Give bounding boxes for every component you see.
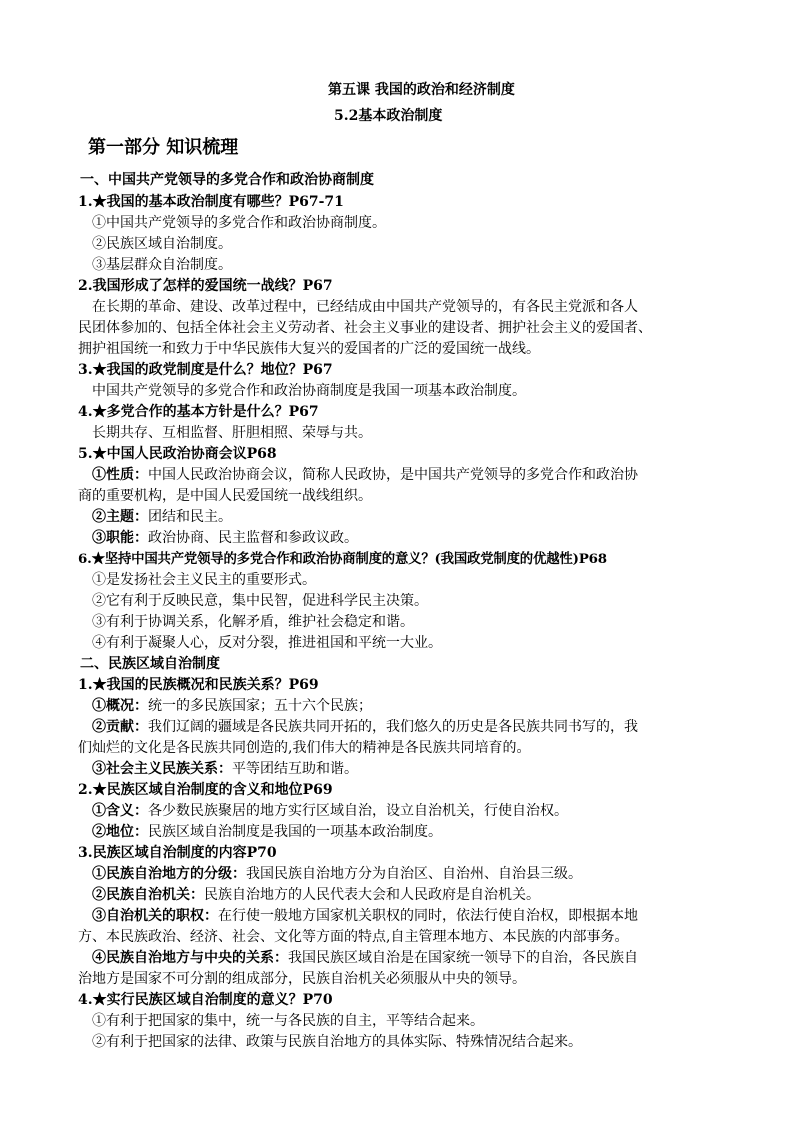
lesson-subtitle: 5.2基本政治制度 [334,108,443,124]
paragraph-line: 拥护祖国统一和致力于中华民族伟大复兴的爱国者的广泛的爱国统一战线。 [78,341,540,357]
answer-line [92,465,638,485]
label: ③职能： [92,530,148,546]
answer-text: 中国共产党领导的多党合作和政治协商制度是我国一项基本政治制度。 [92,383,526,399]
question-title: 4.★多党合作的基本方针是什么？P67 [78,404,319,420]
list-item: ④有利于凝聚人心，反对分裂，推进祖国和平统一大业。 [92,635,442,651]
answer-line: 方、本民族政治、经济、社会、文化等方面的特点,自主管理本地方、本民族的内部事务。 [78,929,629,945]
label: ①概况： [92,698,148,714]
label: ③社会主义民族关系： [92,761,232,777]
answer-line [92,696,372,716]
text: 统一的多民族国家；五十六个民族； [148,698,372,714]
paragraph-line: 在长期的革命、建设、改革过程中，已经结成由中国共产党领导的，有各民主党派和各人 [92,299,638,315]
text: 中国人民政治协商会议，简称人民政协，是中国共产党领导的多党合作和政治协 [148,467,638,483]
label: ①性质： [92,467,148,483]
label: ③自治机关的职权： [92,908,218,924]
label: ②民族自治机关： [92,887,204,903]
label: ①含义： [92,803,148,819]
text: 民族区域自治制度是我国的一项基本政治制度。 [148,824,442,840]
text: 我们辽阔的疆域是各民族共同开拓的，我们悠久的历史是各民族共同书写的，我 [148,719,638,735]
text: 民族自治地方的人民代表大会和人民政府是自治机关。 [204,887,540,903]
text: 我国民族自治地方分为自治区、自治州、自治县三级。 [246,866,582,882]
answer-line [92,906,638,926]
label: ①民族自治地方的分级： [92,866,246,882]
label: ④民族自治地方与中央的关系： [92,950,288,966]
answer-line [92,528,358,548]
answer-line [92,864,582,884]
label: ②贡献： [92,719,148,735]
part-title: 第一部分 知识梳理 [88,137,239,158]
label: ②地位： [92,824,148,840]
text: 团结和民主。 [148,509,232,525]
question-title: 5.★中国人民政治协商会议P68 [78,446,277,462]
answer-line [92,507,232,527]
list-item: ①有利于把国家的集中，统一与各民族的自主，平等结合起来。 [92,1013,484,1029]
label: ②主题： [92,509,148,525]
list-item: ①是发扬社会主义民主的重要形式。 [92,572,316,588]
list-item: ②它有利于反映民意，集中民智，促进科学民主决策。 [92,593,428,609]
question-title: 3.民族区域自治制度的内容P70 [78,845,277,861]
text: 在行使一般地方国家机关职权的同时，依法行使自治权，即根据本地 [218,908,638,924]
answer-line [92,948,638,968]
section-heading-1: 一、中国共产党领导的多党合作和政治协商制度 [80,172,374,188]
answer-line: 商的重要机构，是中国人民爱国统一战线组织。 [78,488,372,504]
answer-line [92,822,442,842]
answer-line [92,759,358,779]
question-title: 3.★我国的政党制度是什么？地位？P67 [78,362,333,378]
list-item: ②有利于把国家的法律、政策与民族自治地方的具体实际、特殊情况结合起来。 [92,1034,582,1050]
question-title: 4.★实行民族区域自治制度的意义？P70 [78,992,333,1008]
section-heading-2: 二、民族区域自治制度 [80,656,220,672]
text: 平等团结互助和谐。 [232,761,358,777]
question-title: 1.★我国的基本政治制度有哪些？P67-71 [78,194,344,210]
lesson-title: 第五课 我国的政治和经济制度 [328,82,515,98]
paragraph-line: 民团体参加的、包括全体社会主义劳动者、社会主义事业的建设者、拥护社会主义的爱国者、 [78,320,652,336]
text: 政治协商、民主监督和参政议政。 [148,530,358,546]
list-item: ③基层群众自治制度。 [92,257,232,273]
list-item: ①中国共产党领导的多党合作和政治协商制度。 [92,215,386,231]
question-title: 1.★我国的民族概况和民族关系？P69 [78,677,319,693]
answer-line: 治地方是国家不可分割的组成部分，民族自治机关必须服从中央的领导。 [78,971,526,987]
list-item: ③有利于协调关系，化解矛盾，维护社会稳定和谐。 [92,614,414,630]
text: 我国民族区域自治是在国家统一领导下的自治，各民族自 [288,950,638,966]
question-title: 2.★民族区域自治制度的含义和地位P69 [78,782,333,798]
answer-text: 长期共存、互相监督、肝胆相照、荣辱与共。 [92,425,372,441]
answer-line: 们灿烂的文化是各民族共同创造的,我们伟大的精神是各民族共同培育的。 [78,740,531,756]
question-title: 6.★坚持中国共产党领导的多党合作和政治协商制度的意义？(我国政党制度的优越性)P68 [78,551,607,567]
answer-line [92,801,568,821]
question-title: 2.我国形成了怎样的爱国统一战线？P67 [78,278,333,294]
answer-line [92,885,540,905]
list-item: ②民族区域自治制度。 [92,236,232,252]
answer-line [92,717,638,737]
text: 各少数民族聚居的地方实行区域自治，设立自治机关，行使自治权。 [148,803,568,819]
